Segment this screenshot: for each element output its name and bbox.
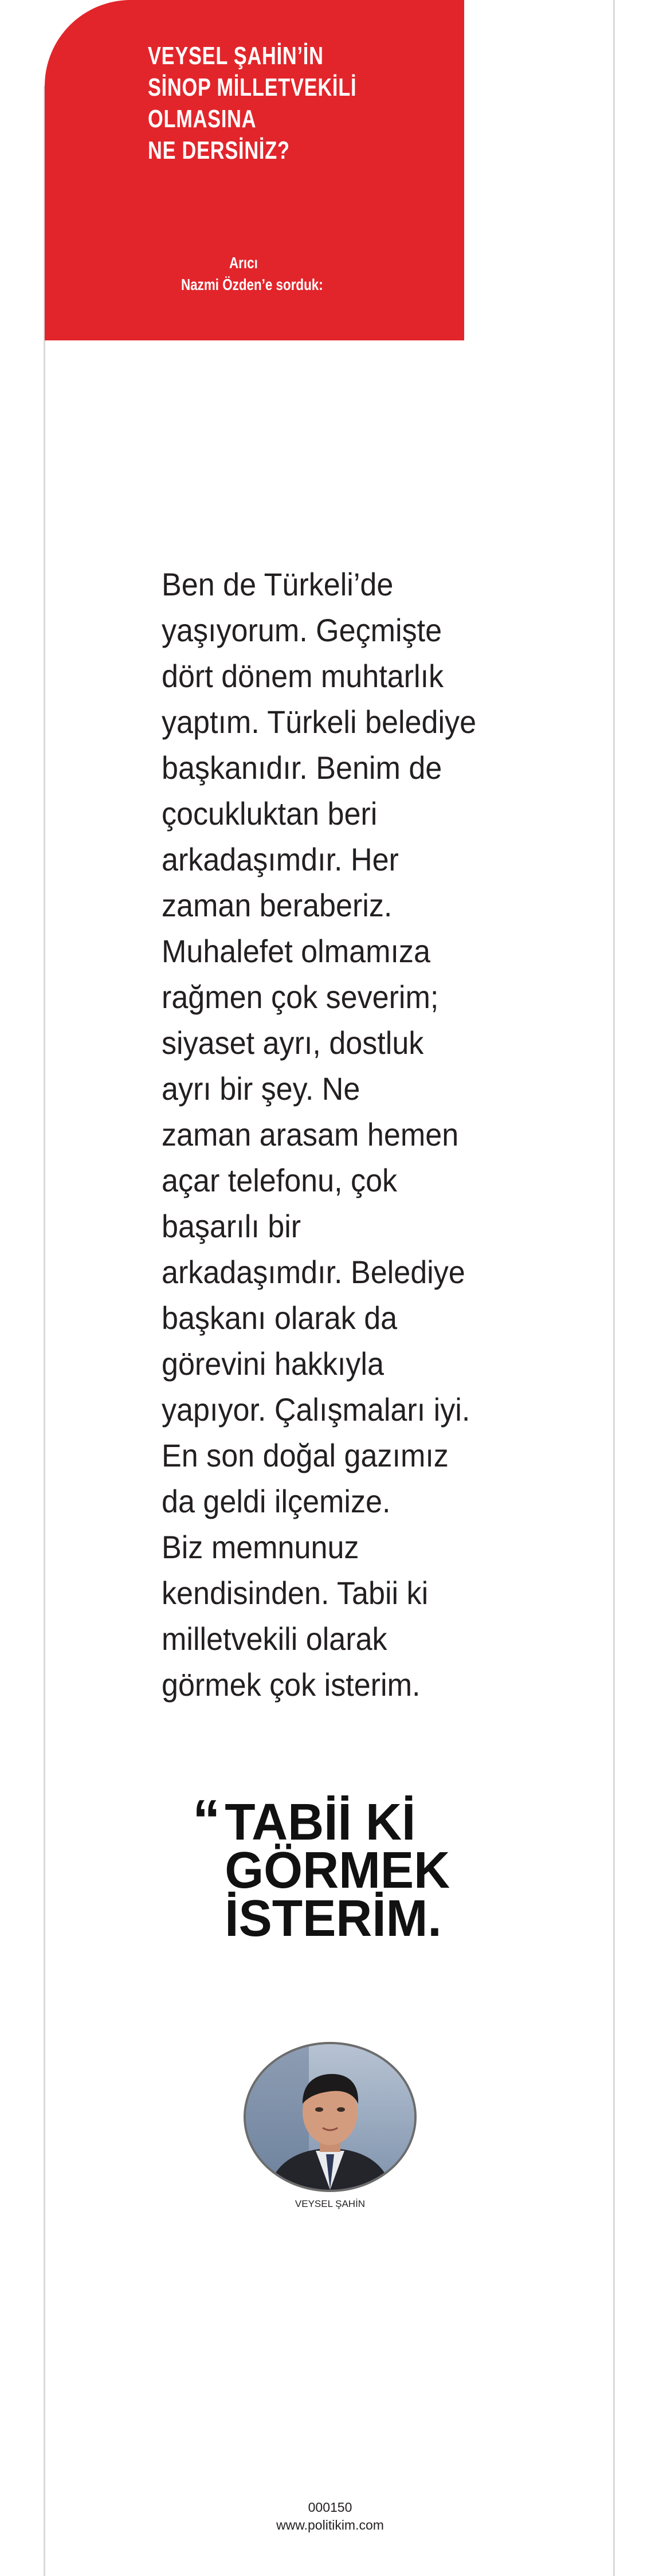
right-divider-line [613,0,615,2576]
body-line: çocukluktan beri [162,795,378,832]
body-line: açar telefonu, çok [162,1162,398,1198]
body-line: zaman beraberiz. [162,887,393,923]
pull-quote-line: İSTERİM. [225,1890,442,1947]
body-line: dört dönem muhtarlık [162,658,444,694]
body-line: milletvekili olarak [162,1621,387,1657]
headline-line: NE DERSİNİZ? [148,136,290,164]
body-line: ayrı bir şey. Ne [162,1071,360,1107]
body-line: rağmen çok severim; [162,979,439,1015]
portrait-caption: VEYSEL ŞAHİN [295,2198,366,2209]
body-line: yapıyor. Çalışmaları iyi. [162,1391,470,1428]
headline [148,40,381,166]
body-line: kendisinden. Tabii ki [162,1575,429,1611]
pull-quote-line: GÖRMEK [225,1842,450,1899]
website-link[interactable]: www.politikim.com [276,2518,384,2532]
body-line: yaşıyorum. Geçmişte [162,612,442,648]
left-divider-line [44,86,45,2576]
body-line: En son doğal gazımız [162,1437,449,1473]
body-line: başkanı olarak da [162,1300,398,1336]
article-body [162,562,503,1708]
headline-line: VEYSEL ŞAHİN’İN [148,42,324,70]
body-line: başkanıdır. Benim de [162,750,442,786]
body-line: zaman arasam hemen [162,1116,459,1152]
pull-quote [193,1788,450,1947]
body-line: görevini hakkıyla [162,1346,384,1382]
body-line: Muhalefet olmamıza [162,933,430,969]
headline-line: SİNOP MİLLETVEKİLİ [148,73,357,101]
portrait-illustration [246,2044,414,2190]
body-line: Biz memnunuz [162,1529,359,1565]
body-line: arkadaşımdır. Her [162,841,399,877]
quote-mark-icon: “ [193,1788,221,1852]
byline-intro: Nazmi Özden’e sorduk: [181,276,323,293]
portrait-photo [244,2042,417,2192]
pull-quote-line: TABİİ Kİ [225,1794,416,1851]
body-line: görmek çok isterim. [162,1667,421,1703]
body-line: arkadaşımdır. Belediye [162,1254,465,1290]
byline-role: Arıcı [229,254,258,272]
page-footer [244,2499,417,2534]
body-line: başarılı bir [162,1208,301,1244]
headline-line: OLMASINA [148,105,257,133]
body-line: siyaset ayrı, dostluk [162,1025,424,1061]
body-line: yaptım. Türkeli belediye [162,704,477,740]
byline [181,252,346,296]
body-line: Ben de Türkeli’de [162,566,394,602]
body-line: da geldi ilçemize. [162,1483,391,1519]
page-code: 000150 [308,2500,352,2515]
